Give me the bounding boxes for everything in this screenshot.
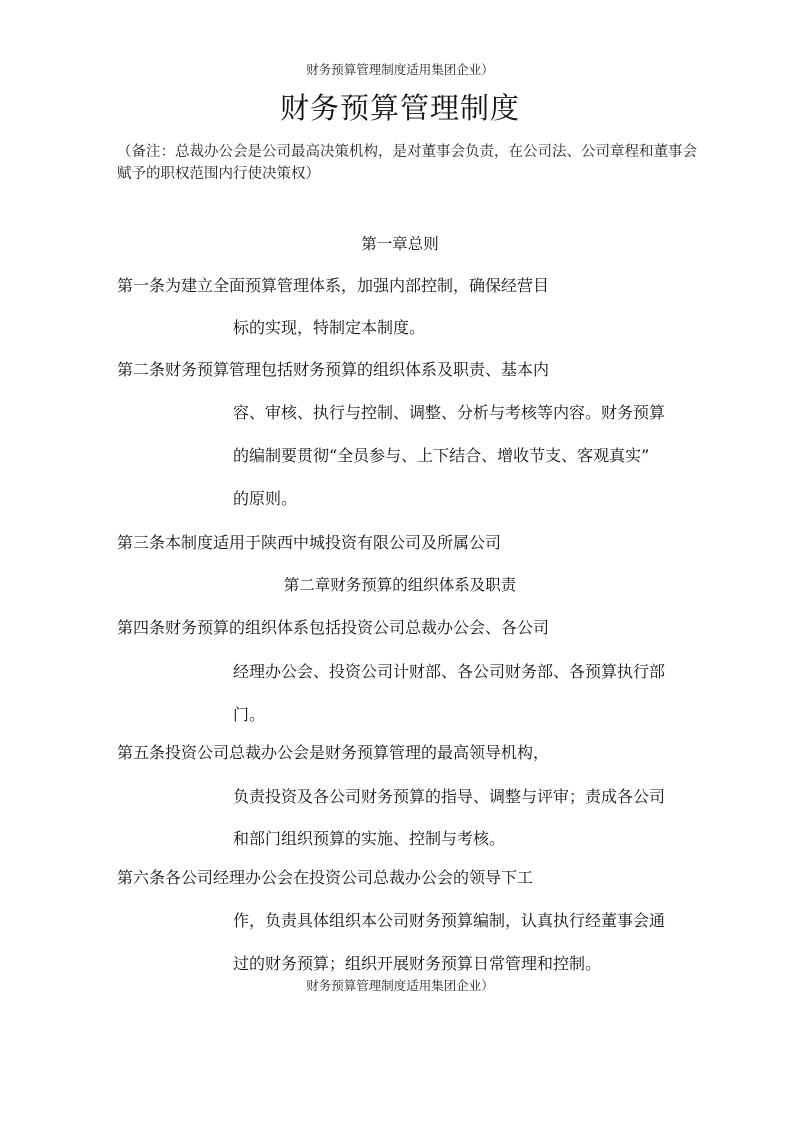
article-2-line-4: 的原则。 [233,489,298,508]
article-5-line-2: 负责投资及各公司财务预算的指导、调整与评审；责成各公司 [233,787,666,806]
article-1-line-1: 第一条为建立全面预算管理体系，加强内部控制，确保经营目 [117,276,550,295]
running-footer: 财务预算管理制度适用集团企业） [306,978,494,993]
running-header: 财务预算管理制度适用集团企业） [306,62,494,77]
article-6-line-1: 第六条各公司经理办公会在投资公司总裁办公会的领导下工 [117,868,534,887]
article-3-line-1: 第三条本制度适用于陕西中城投资有限公司及所属公司 [117,533,502,552]
article-4-line-2: 经理办公会、投资公司计财部、各公司财务部、各预算执行部 [233,662,666,681]
article-1-line-2: 标的实现，特制定本制度。 [233,318,426,337]
chapter-1-heading: 第一章总则 [361,235,439,253]
document-title: 财务预算管理制度 [279,91,520,125]
remark-note: （备注：总裁办公会是公司最高决策机构，是对董事会负责，在公司法、公司章程和董事会赋予的职权范围内行使决策权） [117,144,697,182]
article-6-line-3: 过的财务预算；组织开展财务预算日常管理和控制。 [233,954,602,973]
article-2-line-1: 第二条财务预算管理包括财务预算的组织体系及职责、基本内 [117,360,550,379]
article-4-line-1: 第四条财务预算的组织体系包括投资公司总裁办公会、各公司 [117,618,550,637]
article-2-line-3: 的编制要贯彻“全员参与、上下结合、增收节支、客观真实” [233,446,650,465]
article-6-line-2: 作，负责具体组织本公司财务预算编制，认真执行经董事会通 [233,911,666,930]
article-5-line-3: 和部门组织预算的实施、控制与考核。 [233,829,506,848]
article-4-line-3: 门。 [233,705,266,724]
article-5-line-1: 第五条投资公司总裁办公会是财务预算管理的最高领导机构， [117,743,550,762]
article-2-line-2: 容、审核、执行与控制、调整、分析与考核等内容。财务预算 [233,403,666,422]
chapter-2-heading: 第二章财务预算的组织体系及职责 [283,576,517,594]
